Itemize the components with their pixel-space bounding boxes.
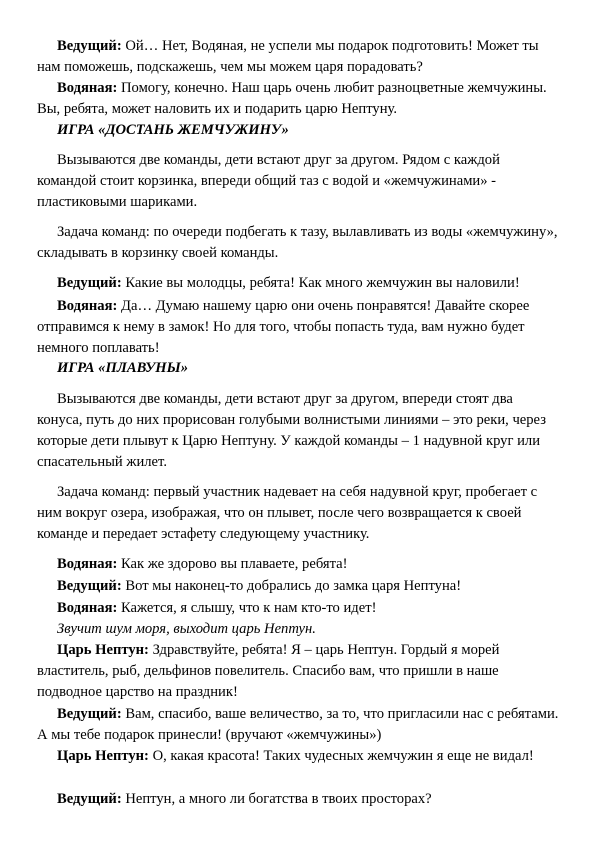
dialogue-text: Здравствуйте, ребята! Я – царь Нептун. Гордый я морей властитель, рыб, дельфинов повелитель. Спасибо вам, что пришли в наше подводное царство на праздник! (37, 642, 500, 700)
dialogue-text: Вот мы наконец-то добрались до замка царя Нептуна! (121, 578, 462, 594)
dialogue-text: Помогу, конечно. Наш царь очень любит разноцветные жемчужины. Вы, ребята, может наловить их и подарить царю Нептуну. (37, 80, 547, 117)
dialogue-text: О, какая красота! Таких чудесных жемчужин я еще не видал! (148, 748, 534, 764)
speaker-name: Ведущий: (57, 578, 122, 594)
dialogue-text: Как же здорово вы плаваете, ребята! (117, 556, 348, 572)
speaker-name: Ведущий: (57, 275, 122, 291)
game-heading: ИГРА «ПЛАВУНЫ» (57, 360, 189, 376)
dialogue-text: Нептун, а много ли богатства в твоих просторах? (121, 791, 432, 807)
dialogue-line (37, 640, 562, 703)
game-description: Вызываются две команды, дети встают друг за другом. Рядом с каждой командой стоит корзинка, впереди общий таз с водой и «жемчужинами» - пластиковыми шариками. (37, 152, 500, 210)
dialogue-line (37, 704, 562, 746)
dialogue-line (37, 36, 562, 78)
dialogue-text: Какие вы молодцы, ребята! Как много жемчужин вы наловили! (121, 275, 520, 291)
dialogue-text: Ой… Нет, Водяная, не успели мы подарок подготовить! Может ты нам поможешь, подскажешь, чем мы можем царя порадовать? (37, 38, 539, 75)
speaker-name: Ведущий: (57, 38, 122, 54)
dialogue-text: Кажется, я слышу, что к нам кто-то идет! (117, 600, 377, 616)
dialogue-line (37, 789, 562, 810)
dialogue-line (37, 296, 562, 359)
stage-direction: Звучит шум моря, выходит царь Нептун. (57, 621, 316, 637)
speaker-name: Ведущий: (57, 791, 122, 807)
game-task: Задача команд: по очереди подбегать к тазу, вылавливать из воды «жемчужину», складывать в корзинку своей команды. (37, 224, 558, 261)
dialogue-text: Да… Думаю нашему царю они очень понравятся! Давайте скорее отправимся к нему в замок! Но для того, чтобы попасть туда, вам нужно будет немного поплавать! (37, 298, 530, 356)
dialogue-line (37, 746, 562, 767)
speaker-name: Царь Нептун: (57, 748, 149, 764)
game-task: Задача команд: первый участник надевает на себя надувной круг, пробегает с ним вокруг озера, изображая, что он плывет, после чего возвращается к своей команде и передает эстафету следующему участнику. (37, 484, 538, 542)
dialogue-line (37, 273, 562, 294)
game-description: Вызываются две команды, дети встают друг за другом, впереди стоят два конуса, путь до них прорисован голубыми волнистыми линиями – это реки, через которые дети плывут к Царю Нептуну. У каждой команды – 1 надувной круг или спасательный жилет. (37, 391, 546, 470)
speaker-name: Ведущий: (57, 706, 122, 722)
game-heading: ИГРА «ДОСТАНЬ ЖЕМЧУЖИНУ» (57, 122, 289, 138)
dialogue-line (37, 598, 562, 619)
speaker-name: Водяная: (57, 80, 118, 96)
speaker-name: Водяная: (57, 556, 118, 572)
speaker-name: Царь Нептун: (57, 642, 149, 658)
dialogue-line (37, 576, 562, 597)
dialogue-line (37, 554, 562, 575)
speaker-name: Водяная: (57, 600, 118, 616)
dialogue-text: Вам, спасибо, ваше величество, за то, что пригласили нас с ребятами. А мы тебе подарок принесли! (вручают «жемчужины») (37, 706, 559, 743)
speaker-name: Водяная: (57, 298, 118, 314)
dialogue-line (37, 78, 562, 120)
